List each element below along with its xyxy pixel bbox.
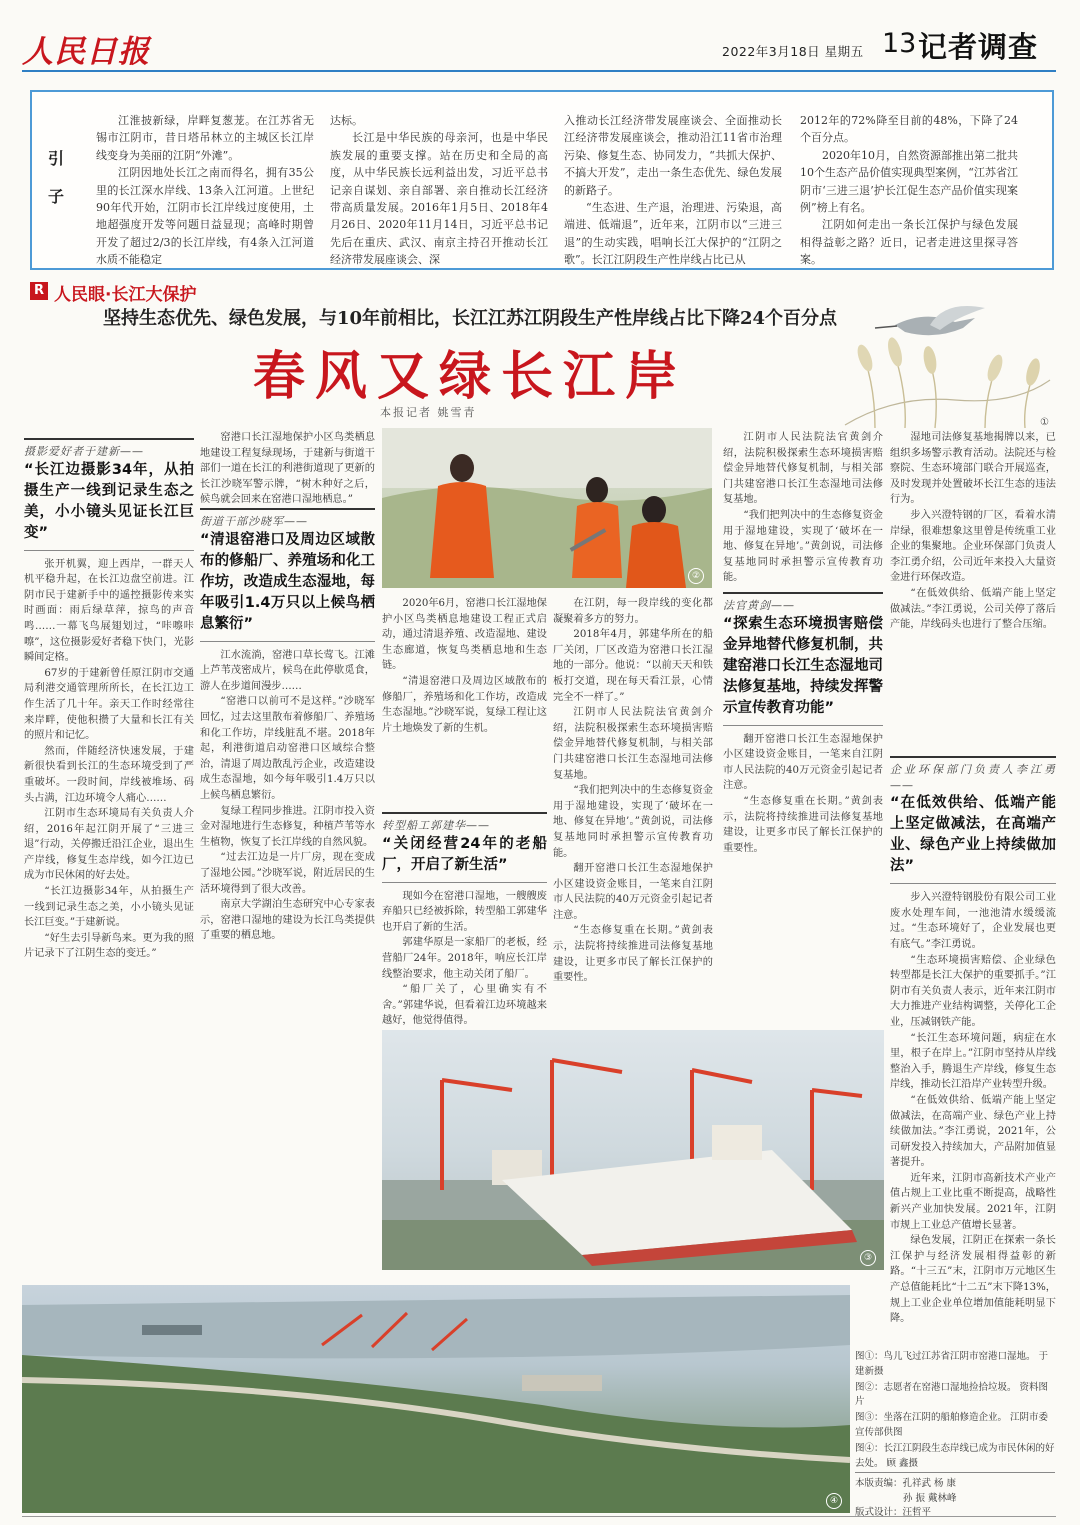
section-heading-2 <box>200 508 375 642</box>
body-paragraph: “窑港口以前可不是这样。”沙晓军回忆，过去这里散布着修船厂、养殖场和化工作坊，岸线脏乱不堪。2018年起，利港街道启动窑港口区域综合整治，清退了周边散乱污企业，改造建设成生态湿地，如今每年吸引1.4万只以上候鸟栖息繁衍。 <box>200 696 375 801</box>
column-5 <box>723 430 883 1028</box>
body-paragraph: 江阴市生态环境局有关负责人介绍，2016年起江阴开展了“三进三退”行动，关停搬迁沿江企业，退出生产岸线，修复生态岸线，如今江边已成为市民休闲的好去处。 <box>24 808 194 882</box>
body-paragraph: “长江生态环境问题，病症在水里，根子在岸上。”江阴市坚持从岸线整治入手，腾退生产岸线，修复生态岸线，推动长江沿岸产业转型升级。 <box>890 1032 1056 1091</box>
body-paragraph: “过去江边是一片厂房，现在变成了湿地公园。”沙晓军说，附近居民的生活环境得到了很大改善。 <box>200 852 375 895</box>
body-paragraph: “在低效供给、低端产能上坚定做减法，在高端产业、绿色产业上持续做加法。”李江勇说，2021年，公司研发投入持续加大，产品附加值显著提升。 <box>890 1094 1056 1169</box>
caption: 图③：坐落在江阴的船舶修造企业。 江阴市委宣传部供图 <box>855 1412 1049 1438</box>
section-person: 企业环保部门负责人李江勇—— <box>890 763 1056 792</box>
shipyard-photo <box>382 1030 884 1270</box>
body-paragraph: 湿地司法修复基地揭牌以来，已组织多场警示教育活动。法院还与检察院、生态环境部门联合开展巡查，及时发现并处置破坏长江生态的违法行为。 <box>890 432 1056 506</box>
intro-paragraph: “生态进、生产退，治理进、污染退，高端进、低端退”，近年来，江阴市以“三进三退”的生动实践，唱响长江大保护的“江阴之歌”。长江江阴段生产性岸线占比已从 <box>564 201 782 267</box>
body-paragraph: “长江边摄影34年，从拍摄生产一线到记录生态之美，小小镜头见证长江巨变。”于建新说。 <box>24 886 194 929</box>
column-4 <box>553 596 713 1026</box>
section-quote: “在低效供给、低端产能上坚定做减法，在高端产业、绿色产业上持续做加法” <box>890 795 1056 875</box>
section-heading-1 <box>24 438 194 551</box>
section-person: 转型船工郭建华—— <box>382 819 490 832</box>
intro-column-3 <box>564 112 782 269</box>
body-paragraph: “我们把判决中的生态修复资金用于湿地建设，实现了‘破坏在一地、修复在异地’。”黄剑说，司法修复基地同时承担警示宣传教育功能。 <box>723 509 883 584</box>
body-paragraph: 翻开窑港口长江生态湿地保护小区建设资金账目，一笔来自江阴市人民法院的40万元资金引起记者注意。 <box>553 863 713 921</box>
caption: 图②：志愿者在窑港口湿地捡拾垃圾。 资料图片 <box>855 1381 1049 1408</box>
section-quote: “关闭经营24年的老船厂，开启了新生活” <box>382 835 547 873</box>
intro-column-4 <box>800 112 1018 269</box>
body-paragraph: 2018年4月，郭建华所在的船厂关闭，厂区改造为窑港口长江湿地的一部分。他说：“以前天天和铁板打交道，现在每天看江景，心情完全不一样了。” <box>553 629 713 703</box>
body-paragraph: 2020年6月，窑港口长江湿地保护小区鸟类栖息地建设工程正式启动，通过清退养殖、改造湿地、建设生态廊道，恢复鸟类栖息地和生态链。 <box>382 598 547 672</box>
column-6 <box>890 756 1056 1346</box>
masthead <box>0 0 1080 78</box>
section-heading-4 <box>723 592 883 726</box>
newspaper-logo: 人民日报 <box>22 34 150 70</box>
body-paragraph: 翻开窑港口长江生态湿地保护小区建设资金账目，一笔来自江阴市人民法院的40万元资金引起记者注意。 <box>723 733 883 792</box>
body-paragraph: 在江阴，每一段岸线的变化都凝聚着多方的努力。 <box>553 598 713 625</box>
river-illustration-icon <box>22 1285 850 1513</box>
body-paragraph: 步入兴澄特钢股份有限公司工业废水处理车间，一池池清水缓缓流过。“生态环境好了，企业发展也更有底气。”李江勇说。 <box>890 892 1056 950</box>
editor-line: 本版责编：孔祥武 杨 康 <box>855 1478 957 1489</box>
body-paragraph: 然而，伴随经济快速发展，于建新很快看到长江的生态环境受到了严重破坏。一段时间，岸线被堆场、码头占满，江边环境令人痛心…… <box>24 745 194 804</box>
section-person: 街道干部沙晓军—— <box>200 515 308 528</box>
intro-paragraph: 入推动长江经济带发展座谈会、全面推动长江经济带发展座谈会，推动沿江11省市治理污染、修复生态、协同发力，“共抓大保护、不搞大开发”，走出一条生态优先、绿色发展的新路子。 <box>564 114 782 197</box>
body-paragraph: 67岁的于建新曾任原江阴市交通局利港交通管理所所长，在长江边工作生活了几十年。亲天工作时经常往来岸畔，使他积攒了大量和长江有关的照片和记忆。 <box>24 667 194 742</box>
editor-credits <box>855 1472 1055 1521</box>
caption: 图①：鸟儿飞过江苏省江阴市窑港口湿地。 于建新摄 <box>855 1351 1049 1377</box>
intro-box <box>30 90 1054 270</box>
issue-date: 2022年3月18日 星期五 <box>722 44 864 59</box>
column-2 <box>200 508 375 1278</box>
intro-paragraph: 2012年的72%降至目前的48%，下降了24个百分点。 <box>800 114 1018 145</box>
intro-paragraph: 江阴如何走出一条长江保护与绿色发展相得益彰之路？近日，记者走进这里探寻答案。 <box>800 218 1018 267</box>
heron-photo <box>835 300 1055 430</box>
masthead-divider <box>22 70 1056 72</box>
intro-paragraph: 江阴因地处长江之南而得名，拥有35公里的长江深水岸线、13条入江河道。上世纪90年代开始，江阴市长江岸线过度使用，土地超强度开发等问题日益显现；高峰时期曾开发了超过2/3的长江岸线，有4条入江河道水质不能稳定 <box>96 166 314 267</box>
heron-illustration-icon <box>835 300 1055 430</box>
body-paragraph: 江阴市人民法院法官黄剑介绍，法院积极探索生态环境损害赔偿金异地替代修复机制，与相关部门共建窑港口长江生态湿地司法修复基地。 <box>723 432 883 506</box>
section-heading-3 <box>382 812 547 883</box>
intro-paragraph: 江淮披新绿，岸畔复葱茏。在江苏省无锡市江阴市，昔日塔吊林立的主城区长江岸线变身为美丽的江阴“外滩”。 <box>96 114 314 162</box>
section-person: 摄影爱好者于建新—— <box>24 445 144 458</box>
body-paragraph: “船厂关了，心里确实有不舍。”郭建华说，但看着江边环境越来越好，他觉得值得。 <box>382 984 547 1027</box>
body-paragraph: “生态修复重在长期。”黄剑表示，法院将持续推进司法修复基地建设，让更多市民了解长江保护的重要性。 <box>723 795 883 854</box>
body-paragraph: 江阴市人民法院法官黄剑介绍，法院积极探索生态环境损害赔偿金异地替代修复机制，与相关部门共建窑港口长江生态湿地司法修复基地。 <box>553 707 713 781</box>
intro-paragraph: 2020年10月，自然资源部推出第二批共10个生态产品价值实现典型案例，“江苏省江阴市‘三进三退’护长江促生态产品价值实现案例”榜上有名。 <box>800 148 1018 215</box>
kicker-text: 人民眼·长江大保护 <box>54 285 197 305</box>
photo-number: ③ <box>860 1250 876 1266</box>
body-paragraph: 绿色发展，江阴正在探索一条长江保护与经济发展相得益彰的新路。“十三五”末，江阴市万元地区生产总值能耗比“十二五”末下降13%，规上工业企业单位增加值能耗明显下降。 <box>890 1235 1056 1325</box>
body-paragraph: 张开机翼，迎上西岸，一群天人机平稳升起，在长江边盘空前进。江阴市民于建新手中的遥控摄影传来实时画面：雨后绿草萍，掠鸟的声音鸣……一幕飞鸟展翅划过，“咔嚓咔嚓”，这位摄影爱好者稳下快门，光影瞬间定格。 <box>24 558 194 664</box>
photo-number: ④ <box>826 1493 842 1509</box>
body-paragraph: “生态修复重在长期。”黄剑表示，法院将持续推进司法修复基地建设，让更多市民了解长江保护的重要性。 <box>553 925 713 984</box>
editor-line: 孙 振 戴林峰 <box>903 1492 957 1504</box>
volunteers-photo <box>382 428 712 588</box>
river-aerial-photo <box>22 1285 850 1513</box>
photo-number: ① <box>1040 417 1049 428</box>
body-paragraph: “生态环境损害赔偿、企业绿色转型都是长江大保护的重要抓手。”江阴市有关负责人表示，近年来江阴市大力推进产业结构调整，关停化工企业，压减钢铁产能。 <box>890 954 1056 1028</box>
section-quote: “长江边摄影34年，从拍摄生产一线到记录生态之美，小小镜头见证长江巨变” <box>24 461 194 541</box>
body-paragraph: 步入兴澄特钢的厂区，看着水清岸绿，很难想象这里曾是传统重工业企业的集聚地。企业环保部门负责人李江勇介绍，公司近年来投入大量资金进行环保改造。 <box>890 509 1056 584</box>
body-paragraph: 郭建华原是一家船厂的老板，经营船厂24年。2018年，响应长江岸线整治要求，他主动关闭了船厂。 <box>382 937 547 980</box>
kicker-badge-icon: R <box>30 282 48 300</box>
column-6-top <box>890 430 1056 750</box>
volunteers-illustration-icon <box>382 428 712 588</box>
caption: 图④：长江江阴段生态岸线已成为市民休闲的好去处。 顾 鑫摄 <box>855 1442 1055 1469</box>
byline: 本报记者 姚雪青 <box>380 406 477 419</box>
column-3 <box>382 812 547 1027</box>
shipyard-illustration-icon <box>382 1030 884 1270</box>
article-headline: 春风又绿长江岸 <box>252 346 687 407</box>
article-subhead: 坚持生态优先、绿色发展，与10年前相比，长江江苏江阴段生产性岸线占比下降24个百分点 <box>102 308 838 329</box>
section-heading-5 <box>890 756 1056 884</box>
section-quote: “探索生态环境损害赔偿金异地替代修复机制，共建窑港口长江生态湿地司法修复基地，持续发挥警示宣传教育功能” <box>723 615 883 716</box>
footer-divider <box>22 1516 1056 1517</box>
body-paragraph: “好生去引导新鸟来。更为我的照片记录下了江阴生态的变迁。” <box>24 932 194 960</box>
body-paragraph: 复绿工程同步推进。江阴市投入资金对湿地进行生态修复，种植芦苇等水生植物，恢复了长江岸线的自然风貌。 <box>200 805 375 848</box>
column-3-top <box>382 596 547 811</box>
photo-captions <box>855 1350 1055 1472</box>
section-name: 记者调查 <box>918 30 1039 64</box>
intro-paragraph: 达标。 <box>330 114 363 127</box>
intro-column-1 <box>96 112 314 269</box>
body-paragraph: 南京大学湖泊生态研究中心专家表示，窑港口湿地的建设为长江鸟类提供了重要的栖息地。 <box>200 899 375 942</box>
intro-paragraph: 长江是中华民族的母亲河，也是中华民族发展的重要支撑。站在历史和全局的高度，从中华民族长远利益出发，习近平总书记亲自谋划、亲自部署、亲自推动长江经济带高质量发展。2016年1月5日、2018年4月26日、2020年11月14日，习近平总书记先后在重庆、武汉、南京主持召开推动长江经济带发展座谈会、深 <box>330 131 548 267</box>
body-paragraph: 窑港口长江湿地保护小区鸟类栖息地建设工程复绿现场，于建新与街道干部们一道在长江的利港街道现了更新的长江沙晓军警示牌，“树木种好之后，候鸟就会回来在窑港口湿地栖息。” <box>200 432 375 506</box>
section-person: 法官黄剑—— <box>723 598 795 612</box>
body-paragraph: 江水流淌，窑港口草长莺飞。江滩上芦苇茂密成片，候鸟在此停歇觅食，游人在步道间漫步…… <box>200 649 375 692</box>
intro-column-2 <box>330 112 548 269</box>
page-number: 13 <box>882 28 917 59</box>
body-paragraph: “清退窑港口及周边区域散布的修船厂，养殖场和化工作坊，改造成生态湿地。”沙晓军说，复绿工程让这片土地焕发了新的生机。 <box>382 675 547 734</box>
column-1 <box>24 438 194 1318</box>
editor-line: 版式设计：汪哲平 <box>855 1507 932 1518</box>
column-2-top <box>200 430 375 506</box>
section-quote: “清退窑港口及周边区域散布的修船厂、养殖场和化工作坊，改造成生态湿地，每年吸引1.4万只以上候鸟栖息繁衍” <box>200 531 375 632</box>
photo-number: ② <box>688 568 704 584</box>
body-paragraph: “我们把判决中的生态修复资金用于湿地建设，实现了‘破坏在一地、修复在异地’。”黄剑说，司法修复基地同时承担警示宣传教育功能。 <box>553 785 713 859</box>
body-paragraph: 近年来，江阴市高新技术产业产值占规上工业比重不断提高，战略性新兴产业加快发展。2021年，江阴市规上工业总产值增长显著。 <box>890 1172 1056 1231</box>
body-paragraph: 现如今在窑港口湿地，一艘艘废弃船只已经被拆除，转型船工郭建华也开启了新的生活。 <box>382 890 547 933</box>
body-paragraph: “在低效供给、低端产能上坚定做减法。”李江勇说，公司关停了落后产能，岸线码头也进行了整合压缩。 <box>890 587 1056 631</box>
intro-tag: 引子 <box>47 149 64 206</box>
